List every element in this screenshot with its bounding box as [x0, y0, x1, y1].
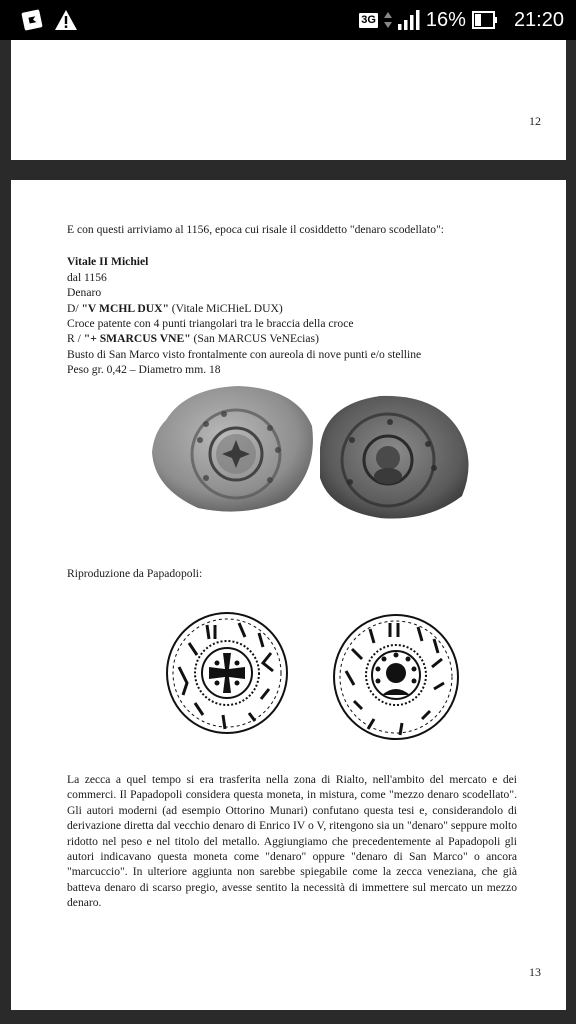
intro-text: E con questi arriviamo al 1156, epoca cui risale il cosiddetto "denaro scodellato": [67, 223, 445, 236]
page-number: 13 [529, 965, 541, 979]
page-number: 12 [529, 114, 541, 128]
status-bar [0, 0, 576, 40]
obverse-line: D/ "V MCHL DUX" (Vitale MiCHieL DUX) [67, 301, 283, 315]
app-notification-icon [20, 9, 44, 31]
coin-photo-obverse [146, 380, 318, 516]
clock: 21:20 [513, 8, 564, 31]
coin-date: dal 1156 [67, 270, 107, 284]
data-activity-icon [384, 12, 392, 28]
warning-icon [54, 9, 78, 31]
coin-drawing-reverse [326, 609, 466, 745]
coin-description [67, 222, 517, 378]
battery-percent: 16% [425, 8, 466, 31]
battery-icon [472, 11, 498, 29]
coin-name: Vitale II Michiel [67, 255, 149, 269]
reverse-description: Busto di San Marco visto frontalmente con aureola di nove punti e/o stelline [67, 347, 422, 361]
obverse-description: Croce patente con 4 punti triangolari tra le braccia della croce [67, 317, 354, 331]
obverse-legend: "V MCHL DUX" [81, 301, 169, 315]
coin-drawing-obverse [159, 607, 297, 739]
network-type-badge: 3G [361, 13, 376, 26]
current-page[interactable] [11, 180, 566, 1010]
coin-type: Denaro [67, 286, 102, 300]
reproduction-caption: Riproduzione da Papadopoli: [67, 567, 203, 580]
body-paragraph: La zecca a quel tempo si era trasferita nella zona di Rialto, nell'ambito del mercato e dei commerci. Il Papadopoli considera questa moneta, in mistura, come "mezzo denaro scodellato". Gli autori moderni (ad esempio Ottorino Munari) confutano questa tesi e, considerandolo di derivazione diretta dal vecchio denaro di Enrico IV o V, ritengono sia un "denaro" seppure molto ridotto nel peso e nel titolo del metallo. Aggiungiamo che precedentemente al Papadopoli gli autori indicavano questa moneta come "denaro" oppure "denaro di San Marco" o ancora "marcuccio". In ulteriore aggiunta non sarebbe spiegabile come la zecca veneziana, che già batteva denaro di scarso pregio, avesse sentito la necessità di immettere sul mercato un mezzo denaro. [67, 773, 517, 910]
coin-photo-reverse [310, 392, 476, 522]
previous-page[interactable] [11, 40, 566, 160]
signal-icon [398, 10, 420, 30]
weight-diameter: Peso gr. 0,42 – Diametro mm. 18 [67, 363, 221, 377]
reverse-line: R / "+ SMARCUS VNE" (San MARCUS VeNEcias) [67, 332, 319, 346]
reverse-legend: "+ SMARCUS VNE" [83, 332, 191, 346]
